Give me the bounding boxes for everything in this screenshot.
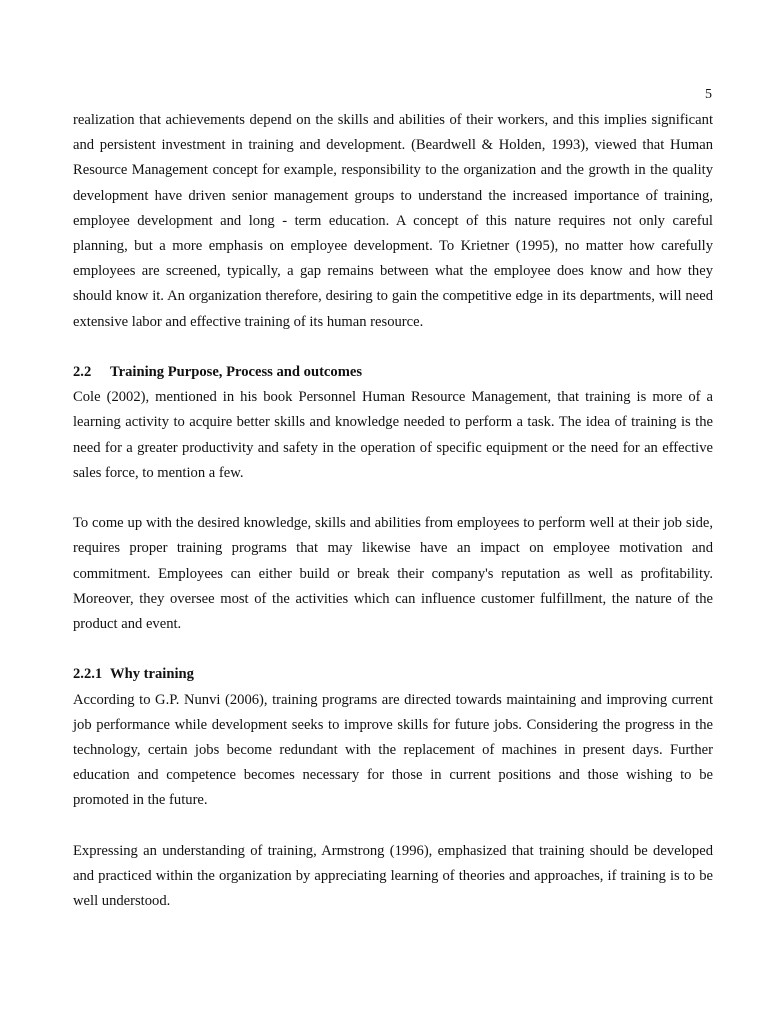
section-heading-2-2-1 [73,662,713,687]
page-number: 5 [705,87,712,102]
paragraph-cole: Cole (2002), mentioned in his book Personnel Human Resource Management, that training is more of a learning activity to acquire better skills and knowledge needed to perform a task. The idea of training is the need for a greater productivity and safety in the operation of specific equipment or the need for an effective sales force, to mention a few. [73,389,713,481]
paragraph-nunvi: According to G.P. Nunvi (2006), training programs are directed towards maintaining and improving current job performance while development seeks to improve skills for future jobs. Considering the progress in the technology, certain jobs become redundant with the replacement of machines in present days. Further education and competence becomes necessary for those in current positions and those wishing to be promoted in the future. [73,691,713,809]
paragraph-armstrong: Expressing an understanding of training, Armstrong (1996), emphasized that training should be developed and practiced within the organization by appreciating learning of theories and approaches, if training is to be well understood. [73,842,713,910]
paragraph-desired-knowledge: To come up with the desired knowledge, skills and abilities from employees to perform well at their job side, requires proper training programs that may likewise have an impact on employee motivation and commitment. Employees can either build or break their company's reputation as well as profitability. Moreover, they oversee most of the activities which can influence customer fulfillment, the nature of the product and event. [73,515,713,633]
section-number: 2.2 [73,364,92,381]
section-title: Training Purpose, Process and outcomes [110,364,363,381]
paragraph-intro: realization that achievements depend on the skills and abilities of their workers, and this implies significant and persistent investment in training and development. (Beardwell & Holden, 1993), viewed that Human Resource Management concept for example, responsibility to the organization and the growth in the quality development have driven senior management groups to understand the increased importance of training, employee development and long - term education. A concept of this nature requires not only careful planning, but a more emphasis on employee development. To Krietner (1995), no matter how carefully employees are screened, typically, a gap remains between what the employee does know and how they should know it. An organization therefore, desiring to gain the competitive edge in its departments, will need extensive labor and effective training of its human resource. [73,112,713,330]
section-title: Why training [110,666,194,683]
page-content [73,108,713,914]
section-number: 2.2.1 [73,666,103,683]
section-heading-2-2 [73,360,713,385]
